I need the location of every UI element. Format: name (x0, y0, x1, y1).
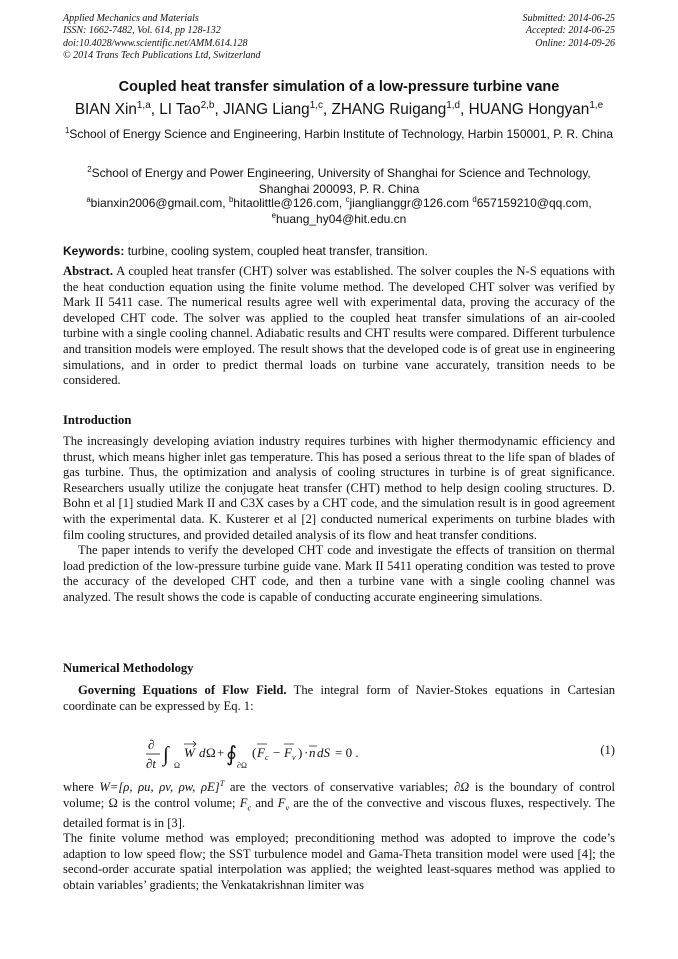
introduction-paragraph: The increasingly developing aviation industry requires turbines with higher thermodynamic efficiency and thrust, which means higher inlet gas temperature. This has posed a serious threat to the life span of blades of gas turbine. Thus, the optimization and analysis of cooling structures in turbine is of great significance. Researchers usually utilize the conjugate heat transfer (CHT) method to help design cooling structures. D. Bohn et al [1] studied Mark II and C3X cases by a CHT code, and the simulation result is in good agreement with the experimental data. K. Kusterer et al [2] conducted numerical experiments on turbine blades with film cooling structures, and provided detailed analysis of its flow and heat transfer conditions. (63, 434, 615, 542)
svg-text:F: F (284, 745, 292, 760)
email-list (63, 196, 615, 227)
viscous-flux-symbol: $F_v$ (277, 795, 290, 813)
introduction-body (63, 434, 615, 606)
affiliation-sup: 2 (87, 165, 92, 174)
affiliation-2 (63, 166, 615, 197)
issn-line: ISSN: 1662-7482, Vol. 614, pp 128-132 (63, 25, 221, 37)
keywords-text: turbine, cooling system, coupled heat transfer, transition. (127, 244, 428, 258)
author-sup: 1,a (136, 99, 151, 111)
convective-flux-symbol: $F_c$ (239, 795, 252, 813)
journal-name: Applied Mechanics and Materials (63, 13, 199, 24)
svg-text:−: − (273, 745, 281, 760)
navier-stokes-equation (146, 735, 396, 775)
author-name: BIAN Xin (74, 101, 137, 118)
email-link[interactable]: hitaolittle@126.com, (233, 196, 343, 210)
email-link[interactable]: bianxin2006@gmail.com, (90, 196, 226, 210)
author-sup: 1,e (589, 99, 604, 111)
online-date: Online: 2014-09-26 (535, 37, 615, 49)
author-name: JIANG Liang (222, 101, 310, 118)
svg-text:d: d (199, 745, 206, 760)
affiliation-text: School of Energy Science and Engineering, Harbin Institute of Technology, Harbin 150001, P. R. China (69, 127, 614, 141)
copyright-line: © 2014 Trans Tech Publications Ltd, Switzerland (63, 49, 261, 61)
email-sup: b (228, 195, 234, 204)
abstract-text: A coupled heat transfer (CHT) solver was established. The solver couples the N-S equations with the heat conduction equation using the finite volume method. The developed CHT solver was verified by Mark II 5411 case. The numerical results agree well with experimental data, proving the accuracy of the developed CHT code. The solver was applied to the coupled heat transfer simulations of an air-cooled turbine with a single cooling channel. Adiabatic results and CHT results were compared. Different turbulence and transition models were employed. The result shows that the developed code is of great use in engineering simulations, and in order to predict thermal loads on turbine vane accurately, transition needs to be considered. (63, 264, 615, 388)
author-sup: 1,d (446, 99, 461, 111)
author-sup: 2,b (200, 99, 215, 111)
equation-1 (63, 735, 615, 775)
submitted-date: Submitted: 2014-06-25 (522, 13, 615, 24)
svg-text:Ω: Ω (206, 745, 216, 760)
svg-text:+: + (217, 745, 225, 760)
keywords-label: Keywords: (63, 244, 125, 258)
affiliation-sup: 1 (64, 126, 70, 135)
svg-text:W: W (184, 745, 195, 760)
email-sup: e (271, 210, 277, 220)
email-sup: a (86, 195, 91, 204)
author-sup: 1,c (309, 99, 323, 111)
where-text: are the vectors of conservative variables; (229, 780, 449, 794)
svg-text:dS: dS (317, 745, 330, 760)
author-name: LI Tao (159, 101, 201, 118)
conservative-vector-formula: W (99, 780, 110, 794)
abstract-label: Abstract. (63, 264, 114, 278)
affiliation-1 (63, 127, 615, 143)
author-list: BIAN Xin$^{1,a}$, LI Tao$^{2,b}$, JIANG Liang$^{1,c}$, ZHANG Ruigang$^{1,d}$, HUANG Hongyan$^{1,e}$ (74, 99, 604, 118)
abstract (63, 264, 615, 389)
subsection-label: Governing Equations of Flow Field. (78, 683, 287, 697)
journal-header (63, 13, 261, 62)
svg-text:∂: ∂ (148, 737, 155, 752)
dates-header (523, 13, 616, 50)
svg-text:·: · (304, 745, 309, 760)
svg-text:v: v (292, 753, 296, 762)
where-text: are the of the convective and viscous fluxes, respectively. The detailed format is in [3]. (63, 795, 615, 830)
introduction-paragraph: The paper intends to verify the developed CHT code and investigate the effects of transition on thermal load prediction of the low-pressure turbine guide vane. Mark II 5411 operating condition was tested to prove the accuracy of the developed CHT code, and then a turbine vane with a single cooling channel was analyzed. The result shows the code is capable of conducting accurate engineering simulations. (63, 543, 615, 604)
accepted-date: Accepted: 2014-06-25 (525, 25, 615, 37)
boundary-symbol: ∂Ω (453, 780, 470, 794)
where-text: where (63, 780, 94, 794)
email-link[interactable]: huang_hy04@hit.edu.cn (276, 211, 407, 226)
svg-text:F: F (257, 745, 265, 760)
equation-number: (1) (600, 743, 615, 757)
methodology-paragraph: The finite volume method was employed; preconditioning method was adopted to improve the code’s adaption to low speed flow; the SST turbulence model and Gama-Theta transition model were used [4]; the second-order accurate spatial interpolation was applied; the weighted least-squares method was applied to obtain variables’ gradients; the Venkatakrishnan limiter was (63, 831, 615, 893)
svg-text:c: c (265, 753, 269, 762)
doi-line[interactable]: doi:10.4028/www.scientific.net/AMM.614.128 (63, 37, 248, 49)
svg-text:= 0 .: = 0 . (335, 745, 359, 760)
author-name: ZHANG Ruigang (331, 101, 447, 118)
svg-text:): ) (298, 745, 303, 760)
email-sup: c (345, 195, 350, 204)
formula-eq: =[ρ, ρu, ρv, ρw, ρE]$^T$ (109, 778, 225, 794)
paper-title: Coupled heat transfer simulation of a low-pressure turbine vane (118, 79, 560, 95)
where-text: and (255, 795, 274, 810)
svg-text:∂Ω: ∂Ω (237, 761, 247, 770)
email-sup: d (472, 195, 477, 204)
keywords (63, 244, 615, 258)
svg-text:Ω: Ω (174, 761, 180, 770)
svg-text:∂t: ∂t (146, 756, 157, 771)
email-link[interactable]: 657159210@qq.com, (476, 196, 592, 210)
svg-text:∮: ∮ (226, 742, 237, 766)
methodology-heading: Numerical Methodology (63, 661, 194, 675)
equation-description (63, 780, 615, 894)
svg-text:n: n (309, 745, 316, 760)
affiliation-text: School of Energy and Power Engineering, University of Shanghai for Science and Technology, Shanghai 200093, P. R. China (91, 166, 591, 196)
email-link[interactable]: jianglianggr@126.com (349, 196, 470, 210)
svg-text:(: ( (252, 745, 257, 760)
where-text: is the boundary of control volume; Ω is the control volume; (63, 780, 615, 810)
subsection-text: The integral form of Navier-Stokes equations in Cartesian coordinate can be expressed by Eq. 1: (63, 683, 616, 713)
author-name: HUANG Hongyan (468, 101, 590, 118)
introduction-heading: Introduction (63, 413, 132, 427)
svg-text:∫: ∫ (163, 742, 169, 766)
methodology-intro (63, 683, 615, 714)
